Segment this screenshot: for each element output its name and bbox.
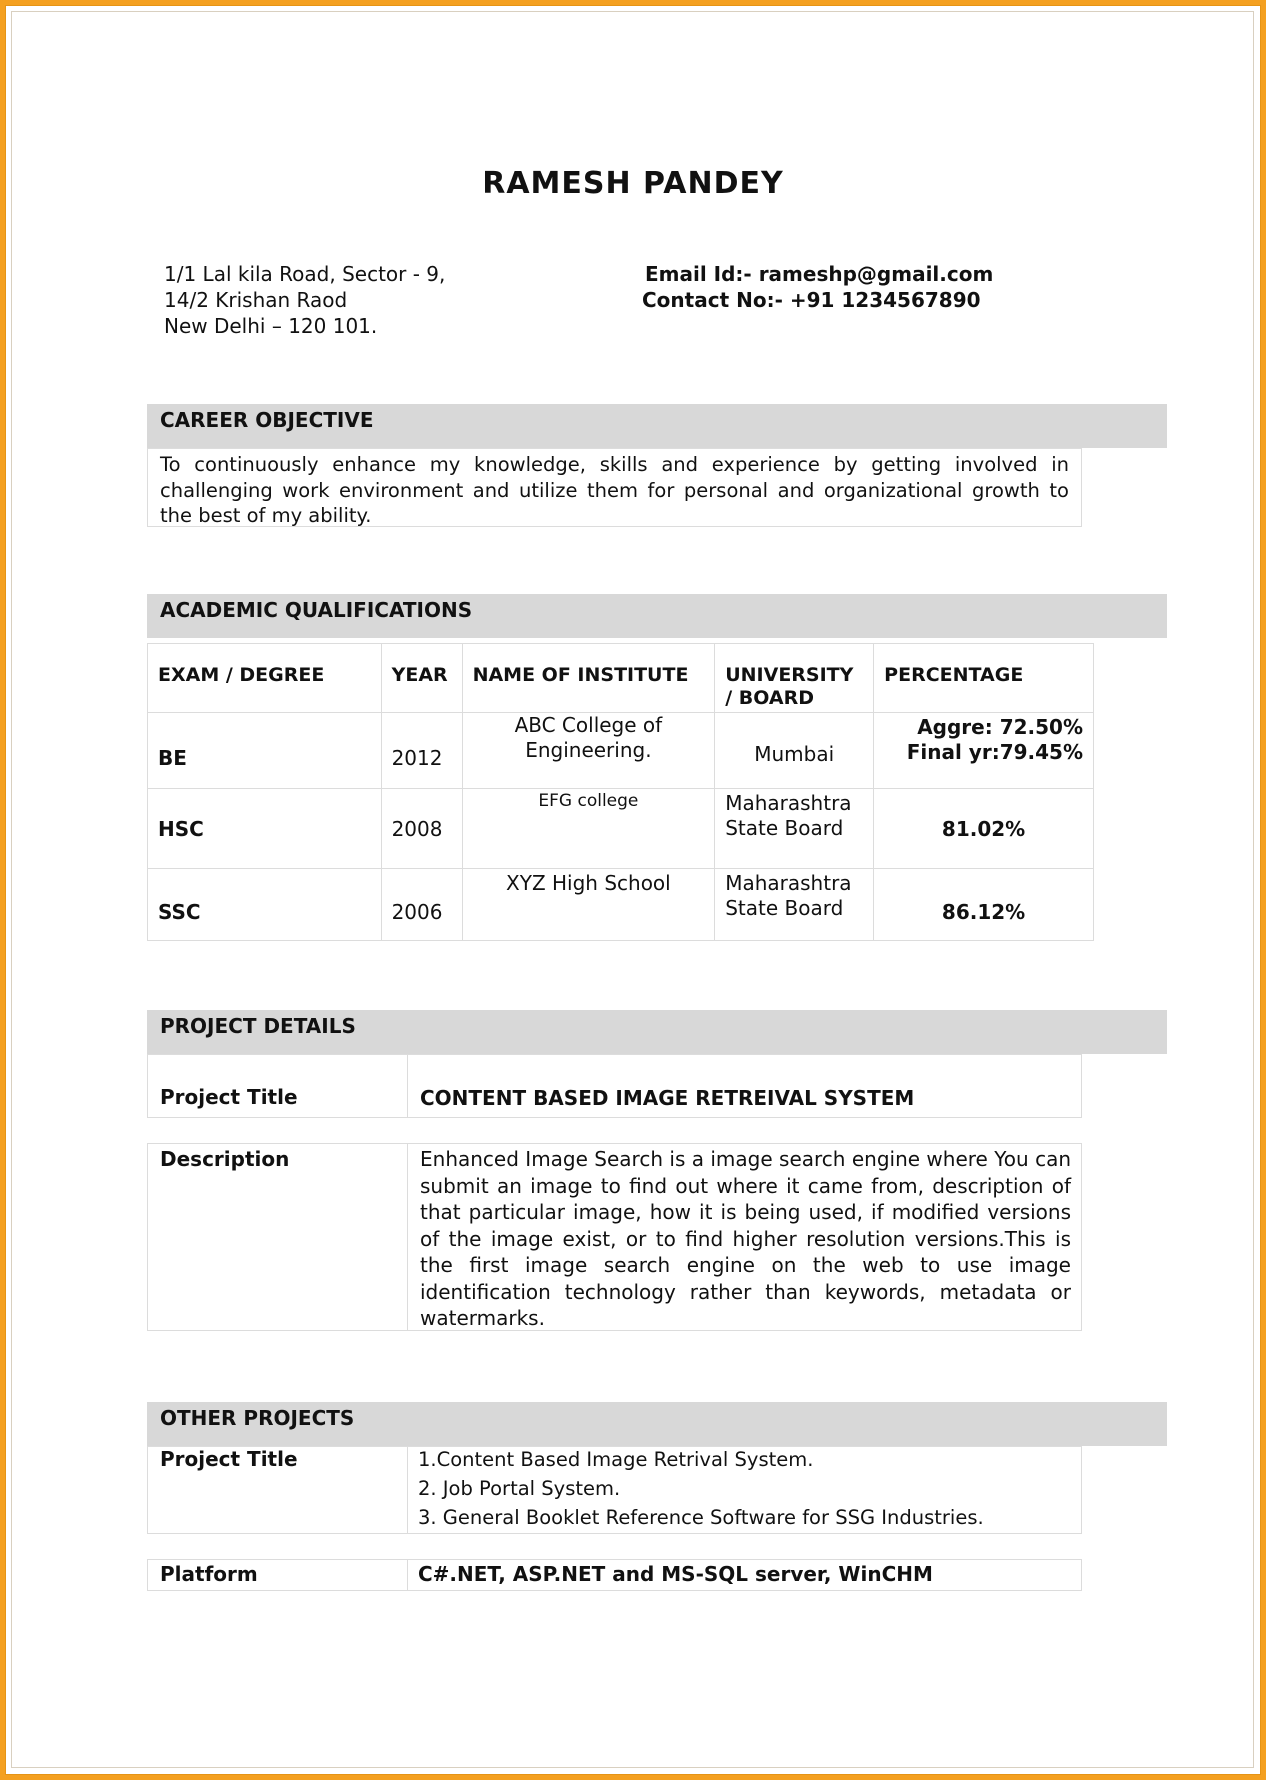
table-row — [148, 789, 1094, 869]
institute-cell: ABC College of Engineering. — [462, 713, 715, 789]
other-projects-list-cell — [407, 1446, 1082, 1534]
section-title: PROJECT DETAILS — [160, 1014, 356, 1038]
address-line: 14/2 Krishan Raod — [164, 288, 348, 312]
percentage-cell — [874, 713, 1094, 789]
column-header: NAME OF INSTITUTE — [462, 644, 715, 713]
percentage-aggregate: Aggre: 72.50% — [917, 715, 1083, 739]
table-row — [148, 869, 1094, 941]
section-header-project-details — [147, 1010, 1167, 1054]
institute-cell: EFG college — [462, 789, 715, 869]
candidate-name: RAMESH PANDEY — [482, 166, 784, 201]
column-header: PERCENTAGE — [874, 644, 1094, 713]
section-header-other-projects — [147, 1402, 1167, 1446]
percentage-cell: 81.02% — [874, 789, 1094, 869]
platform-value: C#.NET, ASP.NET and MS-SQL server, WinCHM — [418, 1562, 933, 1586]
description-label: Description — [160, 1147, 290, 1171]
project-title-label: Project Title — [160, 1085, 298, 1109]
list-item: 2. Job Portal System. — [418, 1477, 621, 1500]
column-header: UNIVERSITY / BOARD — [715, 644, 874, 713]
year-cell: 2012 — [381, 713, 462, 789]
institute-cell: XYZ High School — [462, 869, 715, 941]
platform-label-cell — [147, 1559, 408, 1591]
address-block — [164, 261, 445, 339]
academic-table — [147, 643, 1094, 941]
section-title: CAREER OBJECTIVE — [160, 408, 374, 432]
exam-cell: BE — [148, 713, 382, 789]
description-value-cell — [407, 1143, 1082, 1331]
exam-cell: SSC — [148, 869, 382, 941]
column-header: YEAR — [381, 644, 462, 713]
phone-line: Contact No:- +91 1234567890 — [642, 288, 981, 312]
percentage-cell: 86.12% — [874, 869, 1094, 941]
list-item: 3. General Booklet Reference Software for SSG Industries. — [418, 1506, 984, 1529]
platform-label: Platform — [160, 1562, 258, 1586]
table-row — [148, 713, 1094, 789]
description-label-cell — [147, 1143, 408, 1331]
year-cell: 2008 — [381, 789, 462, 869]
description-value: Enhanced Image Search is a image search engine where You can submit an image to find out where it came from, description of that particular image, how it is being used, if modified versions of the image exist, or to find higher resolution versions.This is the first image search engine on the web to use image identification technology rather than keywords, metadata or watermarks. — [420, 1147, 1071, 1330]
year-cell: 2006 — [381, 869, 462, 941]
board-cell: Maharashtra State Board — [715, 789, 874, 869]
section-header-academic — [147, 594, 1167, 638]
board-cell: Mumbai — [715, 713, 874, 789]
project-title-label-cell — [147, 1054, 408, 1118]
board-cell: Maharashtra State Board — [715, 869, 874, 941]
platform-value-cell — [407, 1559, 1082, 1591]
address-line: New Delhi – 120 101. — [164, 314, 378, 338]
contact-block — [642, 261, 993, 313]
section-title: OTHER PROJECTS — [160, 1406, 355, 1430]
section-header-career-objective — [147, 404, 1167, 448]
exam-cell: HSC — [148, 789, 382, 869]
project-title-value: CONTENT BASED IMAGE RETREIVAL SYSTEM — [420, 1086, 915, 1110]
other-project-title-label-cell — [147, 1446, 408, 1534]
address-line: 1/1 Lal kila Road, Sector - 9, — [164, 262, 446, 286]
project-title-value-cell — [407, 1054, 1082, 1118]
table-header-row — [148, 644, 1094, 713]
career-objective-text: To continuously enhance my knowledge, skills and experience by getting involved in challenging work environment and utilize them for personal and organizational growth to the best of my ability. — [147, 448, 1082, 527]
section-title: ACADEMIC QUALIFICATIONS — [160, 598, 473, 622]
email-line: Email Id:- rameshp@gmail.com — [645, 262, 994, 286]
column-header: EXAM / DEGREE — [148, 644, 382, 713]
other-projects-list — [418, 1445, 984, 1532]
other-project-title-label: Project Title — [160, 1447, 298, 1471]
list-item: 1.Content Based Image Retrival System. — [418, 1448, 814, 1471]
percentage-final-year: Final yr:79.45% — [906, 740, 1083, 764]
